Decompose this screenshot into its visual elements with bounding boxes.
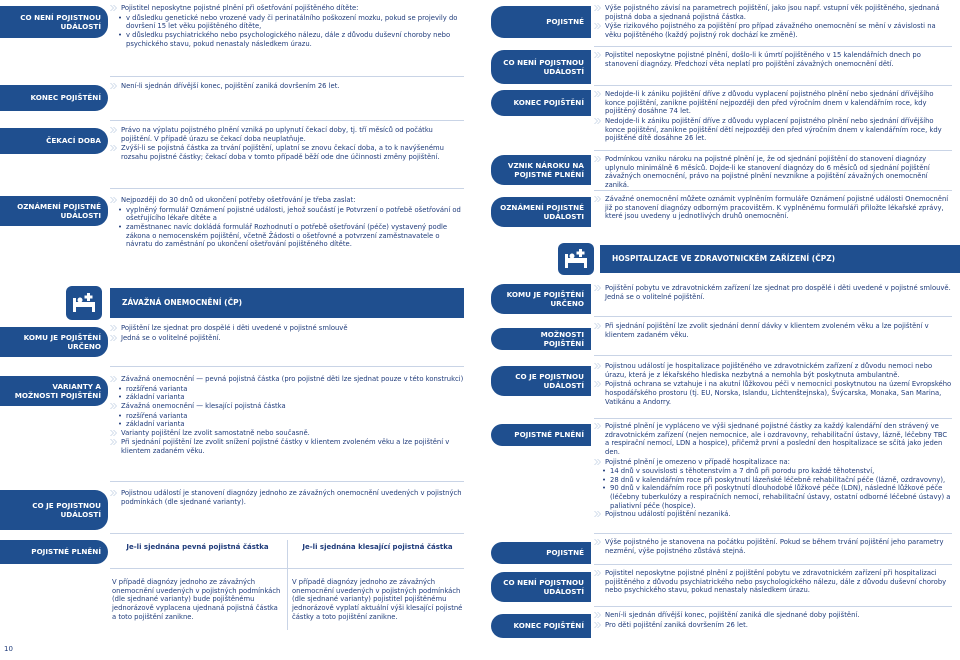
text-co-je	[110, 489, 464, 507]
pp-text-klesajici: V případě diagnózy jednoho ze závažných onemocnění uvedených v pojistných podmínkách (dle sjednané varianty) pojistitel pojištěnému jednorázově vyplatí aktuální výši klesající pojistné částky a toto pojištění zanikne.	[292, 578, 463, 621]
section-header-hospitalizace: HOSPITALIZACE VE ZDRAVOTNICKÉM ZAŘÍZENÍ (ČPZ)	[600, 245, 960, 273]
text-pojistne	[594, 4, 952, 41]
text-komu-r	[594, 284, 952, 302]
bullet: Podmínkou vzniku nároku na pojistné plnění je, že od sjednání pojištění do stanovení diagnózy uplynulo minimálně 6 měsíců. Dojde-li ke stanovení diagnózy do 6 měsíců od sjednání pojištění závažných onemocnění, právo na pojistné plnění nevznikne a pojištění závažných onemocnění zaniká.	[594, 155, 952, 190]
label-pojistne-r2: POJISTNÉ	[491, 542, 591, 564]
dot-item: • 14 dnů v souvislosti s těhotenstvím a 7 dnů při porodu pro každé těhotenství,	[602, 467, 952, 476]
bullet: Závažné onemocnění můžete oznámit vyplněním formuláře Oznámení pojistné události Onemocnění již po stanovení diagnózy odborným pracovištěm. K vyplněnému formuláři přiložte lékařské zprávy, které jsou uvedeny u jednotlivých druhů onemocnění.	[594, 195, 952, 221]
bullet: Pojištění pobytu ve zdravotnickém zařízení lze sjednat pro dospělé i děti uvedené v pojistné smlouvě. Jedná se o volitelné pojištění.	[594, 284, 952, 301]
text-vznik	[594, 155, 952, 191]
dot-item: • 90 dnů v kalendářním roce při poskytnutí dlouhodobé lůžkové péče (LDN), následné lůžkové péče (léčebny tuberkulózy a respiračních nemocí, rehabilitační ústavy, ostatní odborné léčebné ústavy) a paliativní péče (hospice).	[602, 484, 952, 510]
label-oznameni-r: OZNÁMENÍ POJISTNÉ UDÁLOSTI	[491, 197, 591, 227]
bullet: Nejpozději do 30 dnů od ukončení potřeby ošetřování je třeba zaslat:	[110, 196, 464, 205]
bullet: Není-li sjednán dřívější konec, pojištění zaniká dle sjednané doby pojištění.	[594, 611, 952, 620]
dot-item: • základní varianta	[118, 393, 464, 402]
bullet: Pojistnou událostí je stanovení diagnózy jednoho ze závažných onemocnění uvedených v pojistných podmínkách (dle sjednané varianty).	[110, 489, 464, 506]
pp-text-pevna: V případě diagnózy jednoho ze závažných onemocnění uvedených v pojistných podmínkách (dle sjednané varianty) bude pojištěnému jednorázově vyplacena ujednaná pojistná částka a toto pojištění zanikne.	[112, 578, 281, 621]
bullet: Pojistitel neposkytne pojistné plnění při ošetřování pojištěného dítěte:	[110, 4, 464, 13]
label-co-neni-r2: CO NENÍ POJISTNOU UDÁLOSTÍ	[491, 572, 591, 602]
bullet: Závažná onemocnění — pevná pojistná částka (pro pojistné děti lze sjednat pouze v této konstrukci)	[110, 375, 464, 384]
bullet: Pojistné plnění je omezeno v případě hospitalizace na:	[594, 458, 952, 467]
label-co-je-r: CO JE POJISTNOU UDÁLOSTÍ	[491, 366, 591, 396]
label-co-neni: CO NENÍ POJISTNOU UDÁLOSTÍ	[0, 6, 108, 38]
dot-item: • v důsledku genetické nebo vrozené vady či perinatálního poškození mozku, pokud se projevily do dovršení 15 let věku pojištěného dítěte,	[118, 14, 464, 31]
text-co-je-r	[594, 362, 952, 407]
label-varianty: VARIANTY A MOŽNOSTI POJIŠTĚNÍ	[0, 376, 108, 406]
label-pp: POJISTNÉ PLNĚNÍ	[0, 540, 108, 564]
label-konec-r: KONEC POJIŠTĚNÍ	[491, 90, 591, 116]
text-pojistne-r2	[594, 538, 952, 556]
bullet: Pro děti pojištění zaniká dovršením 26 let.	[594, 621, 952, 630]
bullet: Varianty pojištění lze zvolit samostatně nebo současně.	[110, 429, 464, 438]
dot-item: • rozšířená varianta	[118, 385, 464, 394]
bullet: Pojistitel neposkytne pojistné plnění z pojištění pobytu ve zdravotnickém zařízení při hospitalizaci pojištěného z důvodu psychiatrického nebo psychologického nálezu, dále z důvodu duševní choroby nebo psychického stavu, pokud nenastaly následkem úrazu.	[594, 569, 952, 595]
label-pp-r: POJISTNÉ PLNĚNÍ	[491, 424, 591, 446]
dot-item: • zaměstnanec navíc dokládá formulář Rozhodnutí o potřebě ošetřování (péče) vystavený podle zákona o nemocenském pojištění, včetně Žádosti o ošetřovné a potvrzení zaměstnavatele o návratu do zaměstnání po ukončení ošetřování pojištěného dítěte.	[118, 223, 464, 249]
bullet: Při sjednání pojištění lze zvolit snížení pojistné částky v klientem zvoleném věku a lze pojištění v klientem zadaném věku.	[110, 438, 464, 455]
label-co-neni-r: CO NENÍ POJISTNOU UDÁLOSTÍ	[491, 50, 591, 84]
bullet: Pojistné plnění je vypláceno ve výši sjednané pojistné částky za každý kalendářní den strávený ve zdravotnickém zařízení (nejen nemocnice, ale i ozdravovny, rehabilitační ústavy, lázně, léčebny TBC a respirační nemocí, LDN a hospice), přičemž první a poslední den hospitalizace se sčítá jako jeden den.	[594, 422, 952, 457]
dot-item: • 28 dnů v kalendářním roce při poskytnutí lázeňské léčebně rehabilitační péče (lázně, ozdravovny),	[602, 476, 952, 485]
bullet: Nedojde-li k zániku pojištění dříve z důvodu vyplacení pojistného plnění nebo sjednání dřívějšího konce pojištění, zanikne pojištění dětí nejpozději den před výročním dnem v kalendářním roce, kdy pojištěné dítě dosáhne 26 let.	[594, 117, 952, 143]
label-konec: KONEC POJIŠTĚNÍ	[0, 85, 108, 111]
text-pp-r	[594, 422, 952, 520]
bullet: Jedná se o volitelné pojištění.	[110, 334, 464, 343]
text-co-neni-r	[594, 51, 952, 69]
label-pojistne: POJISTNÉ	[491, 6, 591, 38]
text-oznameni-r	[594, 195, 952, 222]
label-kdo: KOMU JE POJIŠTĚNÍ URČENO	[0, 327, 108, 357]
bullet: Nedojde-li k zániku pojištění dříve z důvodu vyplacení pojistného plnění nebo sjednání dřívějšího konce pojištění, zanikne pojištění nejpozději den před výročním dnem v kalendářním roce, kdy pojištěný dosáhne 74 let.	[594, 90, 952, 116]
bullet: Právo na výplatu pojistného plnění vzniká po uplynutí čekací doby, tj. tří měsíců od počátku pojištění. V případě úrazu se čekací doba neuplatňuje.	[110, 126, 464, 143]
bullet: Výše pojistného je stanovena na počátku pojištění. Pokud se během trvání pojištění jeho parametry nezmění, výše pojistného zůstává stejná.	[594, 538, 952, 555]
text-konec-r2	[594, 611, 952, 630]
bullet: Závažná onemocnění — klesající pojistná částka	[110, 402, 464, 411]
text-oznameni	[110, 196, 464, 249]
label-oznameni: OZNÁMENÍ POJISTNÉ UDÁLOSTI	[0, 196, 108, 226]
bullet: Při sjednání pojištění lze zvolit sjednání denní dávky v klientem zvoleném věku a lze pojištění v klientem zadaném věku.	[594, 322, 952, 339]
bullet: Není-li sjednán dřívější konec, pojištění zaniká dovršením 26 let.	[110, 82, 464, 91]
text-varianty	[110, 375, 464, 457]
text-cekaci	[110, 126, 464, 163]
bullet: Výše pojistného závisí na parametrech pojištění, jako jsou např. vstupní věk pojištěného, sjednaná pojistná doba a sjednaná pojistná částka.	[594, 4, 952, 21]
label-vznik: VZNIK NÁROKU NA POJISTNÉ PLNĚNÍ	[491, 155, 591, 185]
text-konec-r	[594, 90, 952, 144]
bullet: Pojistnou událostí je hospitalizace pojištěného ve zdravotnickém zařízení z důvodu nemoci nebo úrazu, která je z lékařského hlediska nezbytná a nemohla být poskytnuta ambulantně.	[594, 362, 952, 379]
section-header-zavazna: ZÁVAŽNÁ ONEMOCNĚNÍ (ČP)	[110, 288, 464, 318]
label-moznosti: MOŽNOSTI POJIŠTĚNÍ	[491, 328, 591, 350]
page-number: 10	[4, 645, 13, 653]
dot-item: • rozšířená varianta	[118, 412, 464, 421]
label-cekaci: ČEKACÍ DOBA	[0, 128, 108, 154]
text-konec	[110, 82, 464, 92]
dot-item: • základní varianta	[118, 420, 464, 429]
text-co-neni-r2	[594, 569, 952, 596]
hospital-bed-icon	[558, 243, 594, 275]
bullet: Zvýší-li se pojistná částka za trvání pojištění, uplatní se znovu čekací doba, a to k navýšenému rozsahu pojistné částky; čekací doba v tomto případě běží ode dne účinnosti změny pojištění.	[110, 144, 464, 161]
label-komu-r: KOMU JE POJIŠTĚNÍ URČENO	[491, 284, 591, 314]
label-co-je: CO JE POJISTNOU UDÁLOSTÍ	[0, 490, 108, 530]
label-konec-r2: KONEC POJIŠTĚNÍ	[491, 614, 591, 638]
bullet: Pojistnou událostí pojištění nezaniká.	[594, 510, 952, 519]
text-moznosti	[594, 322, 952, 340]
bullet: Pojištění lze sjednat pro dospělé i děti uvedené v pojistné smlouvě	[110, 324, 464, 333]
text-kdo	[110, 324, 464, 343]
pp-header-klesajici: Je-li sjednána klesající pojistná částka	[302, 543, 453, 551]
dot-item: • v důsledku psychiatrického nebo psychologického nálezu, dále z důvodu duševní choroby nebo psychického stavu, pokud nenastaly následkem úrazu.	[118, 31, 464, 48]
bullet: Pojistná ochrana se vztahuje i na akutní lůžkovou péči v nemocnici poskytnutou na území Evropského hospodářského prostoru (tj. EU, Norska, Islandu, Lichtenštejnska), Švýcarska, Monaka, San Marina, Vatikánu a Andorry.	[594, 380, 952, 406]
hospital-bed-icon	[66, 286, 102, 320]
bullet: Pojistitel neposkytne pojistné plnění, došlo-li k úmrtí pojištěného v 15 kalendářních dnech po stanovení diagnózy. Předchozí věta neplatí pro pojištění závažných onemocnění dětí.	[594, 51, 952, 68]
dot-item: • vyplněný formulář Oznámení pojistné události, jehož součástí je Potvrzení o potřebě ošetřování od ošetřujícího lékaře dítěte a	[118, 206, 464, 223]
pp-header-pevna: Je-li sjednána pevná pojistná částka	[126, 543, 269, 551]
text-co-neni	[110, 4, 464, 48]
bullet: Výše rizikového pojistného za pojištění pro případ závažného onemocnění se mění v závislosti na věku pojištěného (každý pojistný rok dochází ke změně).	[594, 22, 952, 39]
